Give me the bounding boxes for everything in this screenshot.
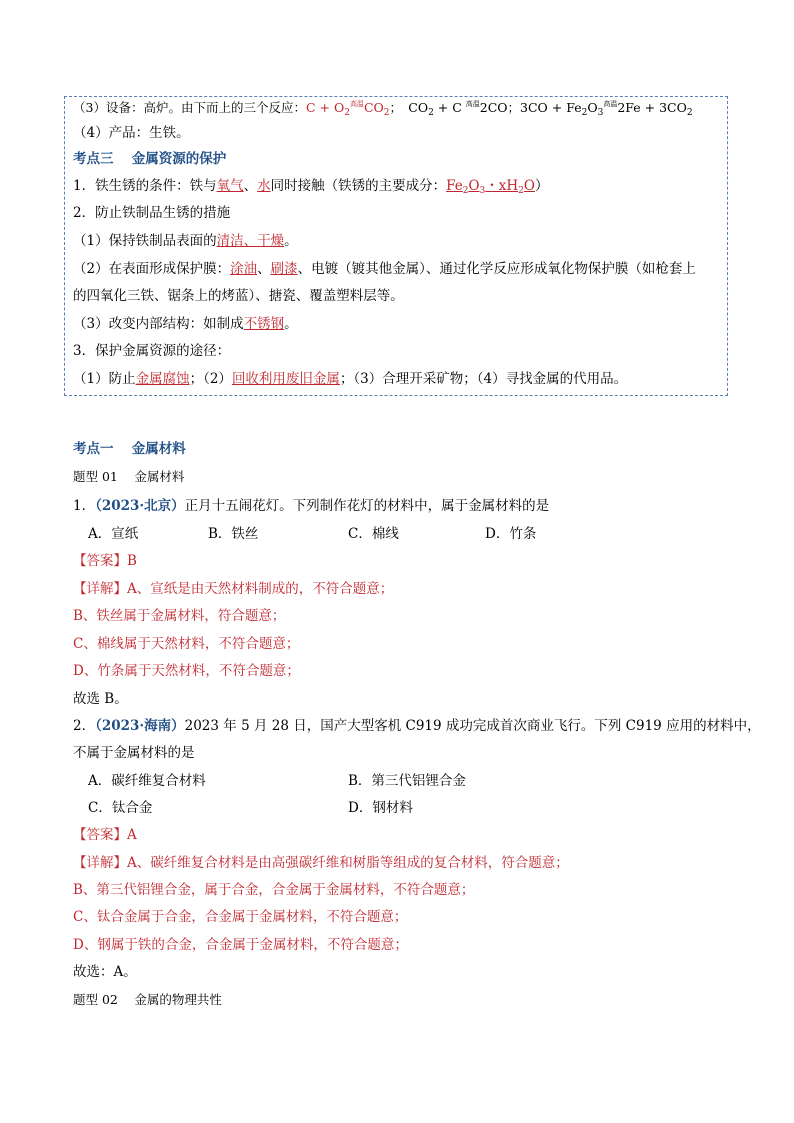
text: ）: [534, 178, 549, 194]
text: 、: [257, 261, 271, 277]
text: （1）保持铁制品表面的: [73, 233, 217, 249]
q1-detail-c: C、棉线属于天然材料，不符合题意；: [73, 636, 300, 652]
subscript: 2: [462, 186, 469, 196]
subscript: 2: [686, 108, 693, 118]
question-number: 2．: [73, 718, 96, 734]
text: CO: [408, 100, 429, 115]
text: 2Fe + 3CO: [617, 100, 687, 115]
keyword: 金属腐蚀: [135, 371, 190, 387]
detail-text: A、碳纤维复合材料是由高强碳纤维和树脂等组成的复合材料，符合题意；: [127, 855, 569, 871]
q2-answer: [73, 826, 137, 844]
question-text: 正月十五闹花灯。下列制作花灯的材料中，属于金属材料的是: [184, 498, 550, 514]
q1-detail-b: B、铁丝属于金属材料，符合题意；: [73, 608, 286, 624]
text: ；（3）合理开采矿物；（4）寻找金属的代用品。: [339, 371, 628, 387]
question-type-01: 题型 01 金属材料: [73, 469, 185, 484]
q1-detail-d: D、竹条属于天然材料，不符合题意；: [73, 663, 300, 679]
detail-label: 【详解】: [73, 855, 127, 871]
text: CO: [363, 100, 384, 115]
question-text: 2023 年 5 月 28 日，国产大型客机 C919 成功完成首次商业飞行。下列 C919 应用的材料中，: [184, 718, 761, 734]
box-line-ways: [73, 370, 627, 388]
box-line-rust-condition: [73, 177, 548, 200]
answer-label: 【答案】: [73, 553, 127, 569]
text: Fe: [446, 178, 463, 194]
question-source: （2023·北京）: [95, 498, 185, 514]
answer-label: 【答案】: [73, 827, 127, 843]
question-1-stem: [73, 497, 549, 515]
q1-option-b: B．铁丝: [208, 526, 259, 542]
text: （2）在表面形成保护膜：: [73, 261, 231, 277]
keyword: 涂油: [230, 261, 258, 277]
box-line-film-cont: 的四氧化三铁、锯条上的烤蓝）、搪瓷、覆盖塑料层等。: [73, 288, 404, 304]
box-line-equipment: [73, 99, 693, 122]
text: 2CO；3CO + Fe: [479, 100, 582, 115]
section-title-3: 考点三 金属资源的保护: [73, 151, 227, 167]
text: 1．铁生锈的条件：铁与: [73, 178, 217, 194]
q1-option-a: A．宣纸: [88, 526, 139, 542]
detail-text: A、宣纸是由天然材料制成的，不符合题意；: [127, 581, 394, 597]
q2-detail-c: C、钛合金属于合金，合金属于金属材料，不符合题意；: [73, 909, 408, 925]
q2-option-d: D．钢材料: [348, 800, 413, 816]
box-line-film: [73, 260, 696, 278]
condition: 高温: [349, 100, 364, 108]
answer-value: B: [127, 553, 137, 569]
box-line-structure: [73, 315, 298, 333]
q1-option-d: D．竹条: [485, 526, 537, 542]
question-source: （2023·海南）: [95, 718, 185, 734]
box-line-protect: 3．保护金属资源的途径：: [73, 343, 231, 359]
text: ・xH: [485, 178, 519, 194]
q2-conclusion: 故选：A。: [73, 964, 137, 980]
q1-option-c: C．棉线: [348, 526, 399, 542]
question-2-stem-cont: 不属于金属材料的是: [73, 745, 195, 761]
text: 、电镀（镀其他金属）、通过化学反应形成氧化物保护膜（如枪套上: [297, 261, 696, 277]
keyword: 清洁、干燥: [216, 233, 285, 249]
text: 。: [284, 316, 298, 332]
q2-option-c: C．钛合金: [88, 800, 153, 816]
text: + C: [433, 100, 466, 115]
q2-detail-a: [73, 854, 569, 872]
text: （3）改变内部结构：如制成: [73, 316, 244, 332]
subscript: 2: [428, 108, 434, 118]
text: ；（2）: [189, 371, 232, 387]
box-line-product: （4）产品：生铁。: [73, 125, 190, 141]
q2-option-b: B．第三代铝锂合金: [348, 773, 466, 789]
text: C + O: [305, 100, 345, 115]
text: （3）设备：高炉。由下而上的三个反应：: [73, 100, 306, 115]
text: ；: [389, 100, 409, 115]
q2-detail-b: B、第三代铝锂合金，属于合金，合金属于金属材料，不符合题意；: [73, 882, 475, 898]
text: O: [587, 100, 598, 115]
condition: 高温: [603, 100, 618, 108]
reaction-1: [305, 100, 390, 118]
text: O: [523, 178, 535, 194]
condition: 高温: [465, 100, 480, 108]
q2-detail-d: D、钢属于铁的合金，合金属于金属材料，不符合题意；: [73, 937, 408, 953]
reaction-2: [408, 100, 693, 118]
text: 同时接触（铁锈的主要成分：: [270, 178, 447, 194]
keyword: 水: [257, 178, 271, 194]
q1-answer: [73, 552, 137, 570]
subscript: 2: [383, 108, 390, 118]
keyword: 氧气: [216, 178, 244, 194]
subscript: 2: [518, 186, 524, 196]
text: 。: [284, 233, 298, 249]
section-title-1: 考点一 金属材料: [73, 441, 186, 457]
text: （1）防止: [73, 371, 136, 387]
question-2-stem: [73, 717, 761, 735]
q2-option-a: A．碳纤维复合材料: [88, 773, 206, 789]
keyword: 刷漆: [270, 261, 298, 277]
q1-detail-a: [73, 580, 393, 598]
question-type-02: 题型 02 金属的物理共性: [73, 992, 222, 1007]
text: O: [468, 178, 480, 194]
question-number: 1．: [73, 498, 96, 514]
rust-formula: [446, 178, 535, 194]
subscript: 3: [479, 186, 486, 196]
box-line-clean-dry: [73, 232, 298, 250]
detail-label: 【详解】: [73, 581, 127, 597]
subscript: 2: [581, 108, 588, 118]
text: 、: [243, 178, 258, 194]
answer-value: A: [127, 827, 137, 843]
subscript: 3: [597, 108, 604, 118]
q1-conclusion: 故选 B。: [73, 691, 128, 707]
keyword: 回收利用废旧金属: [231, 371, 340, 387]
box-line-measures: 2．防止铁制品生锈的措施: [73, 205, 231, 221]
keyword: 不锈钢: [243, 316, 285, 332]
subscript: 2: [344, 108, 350, 118]
